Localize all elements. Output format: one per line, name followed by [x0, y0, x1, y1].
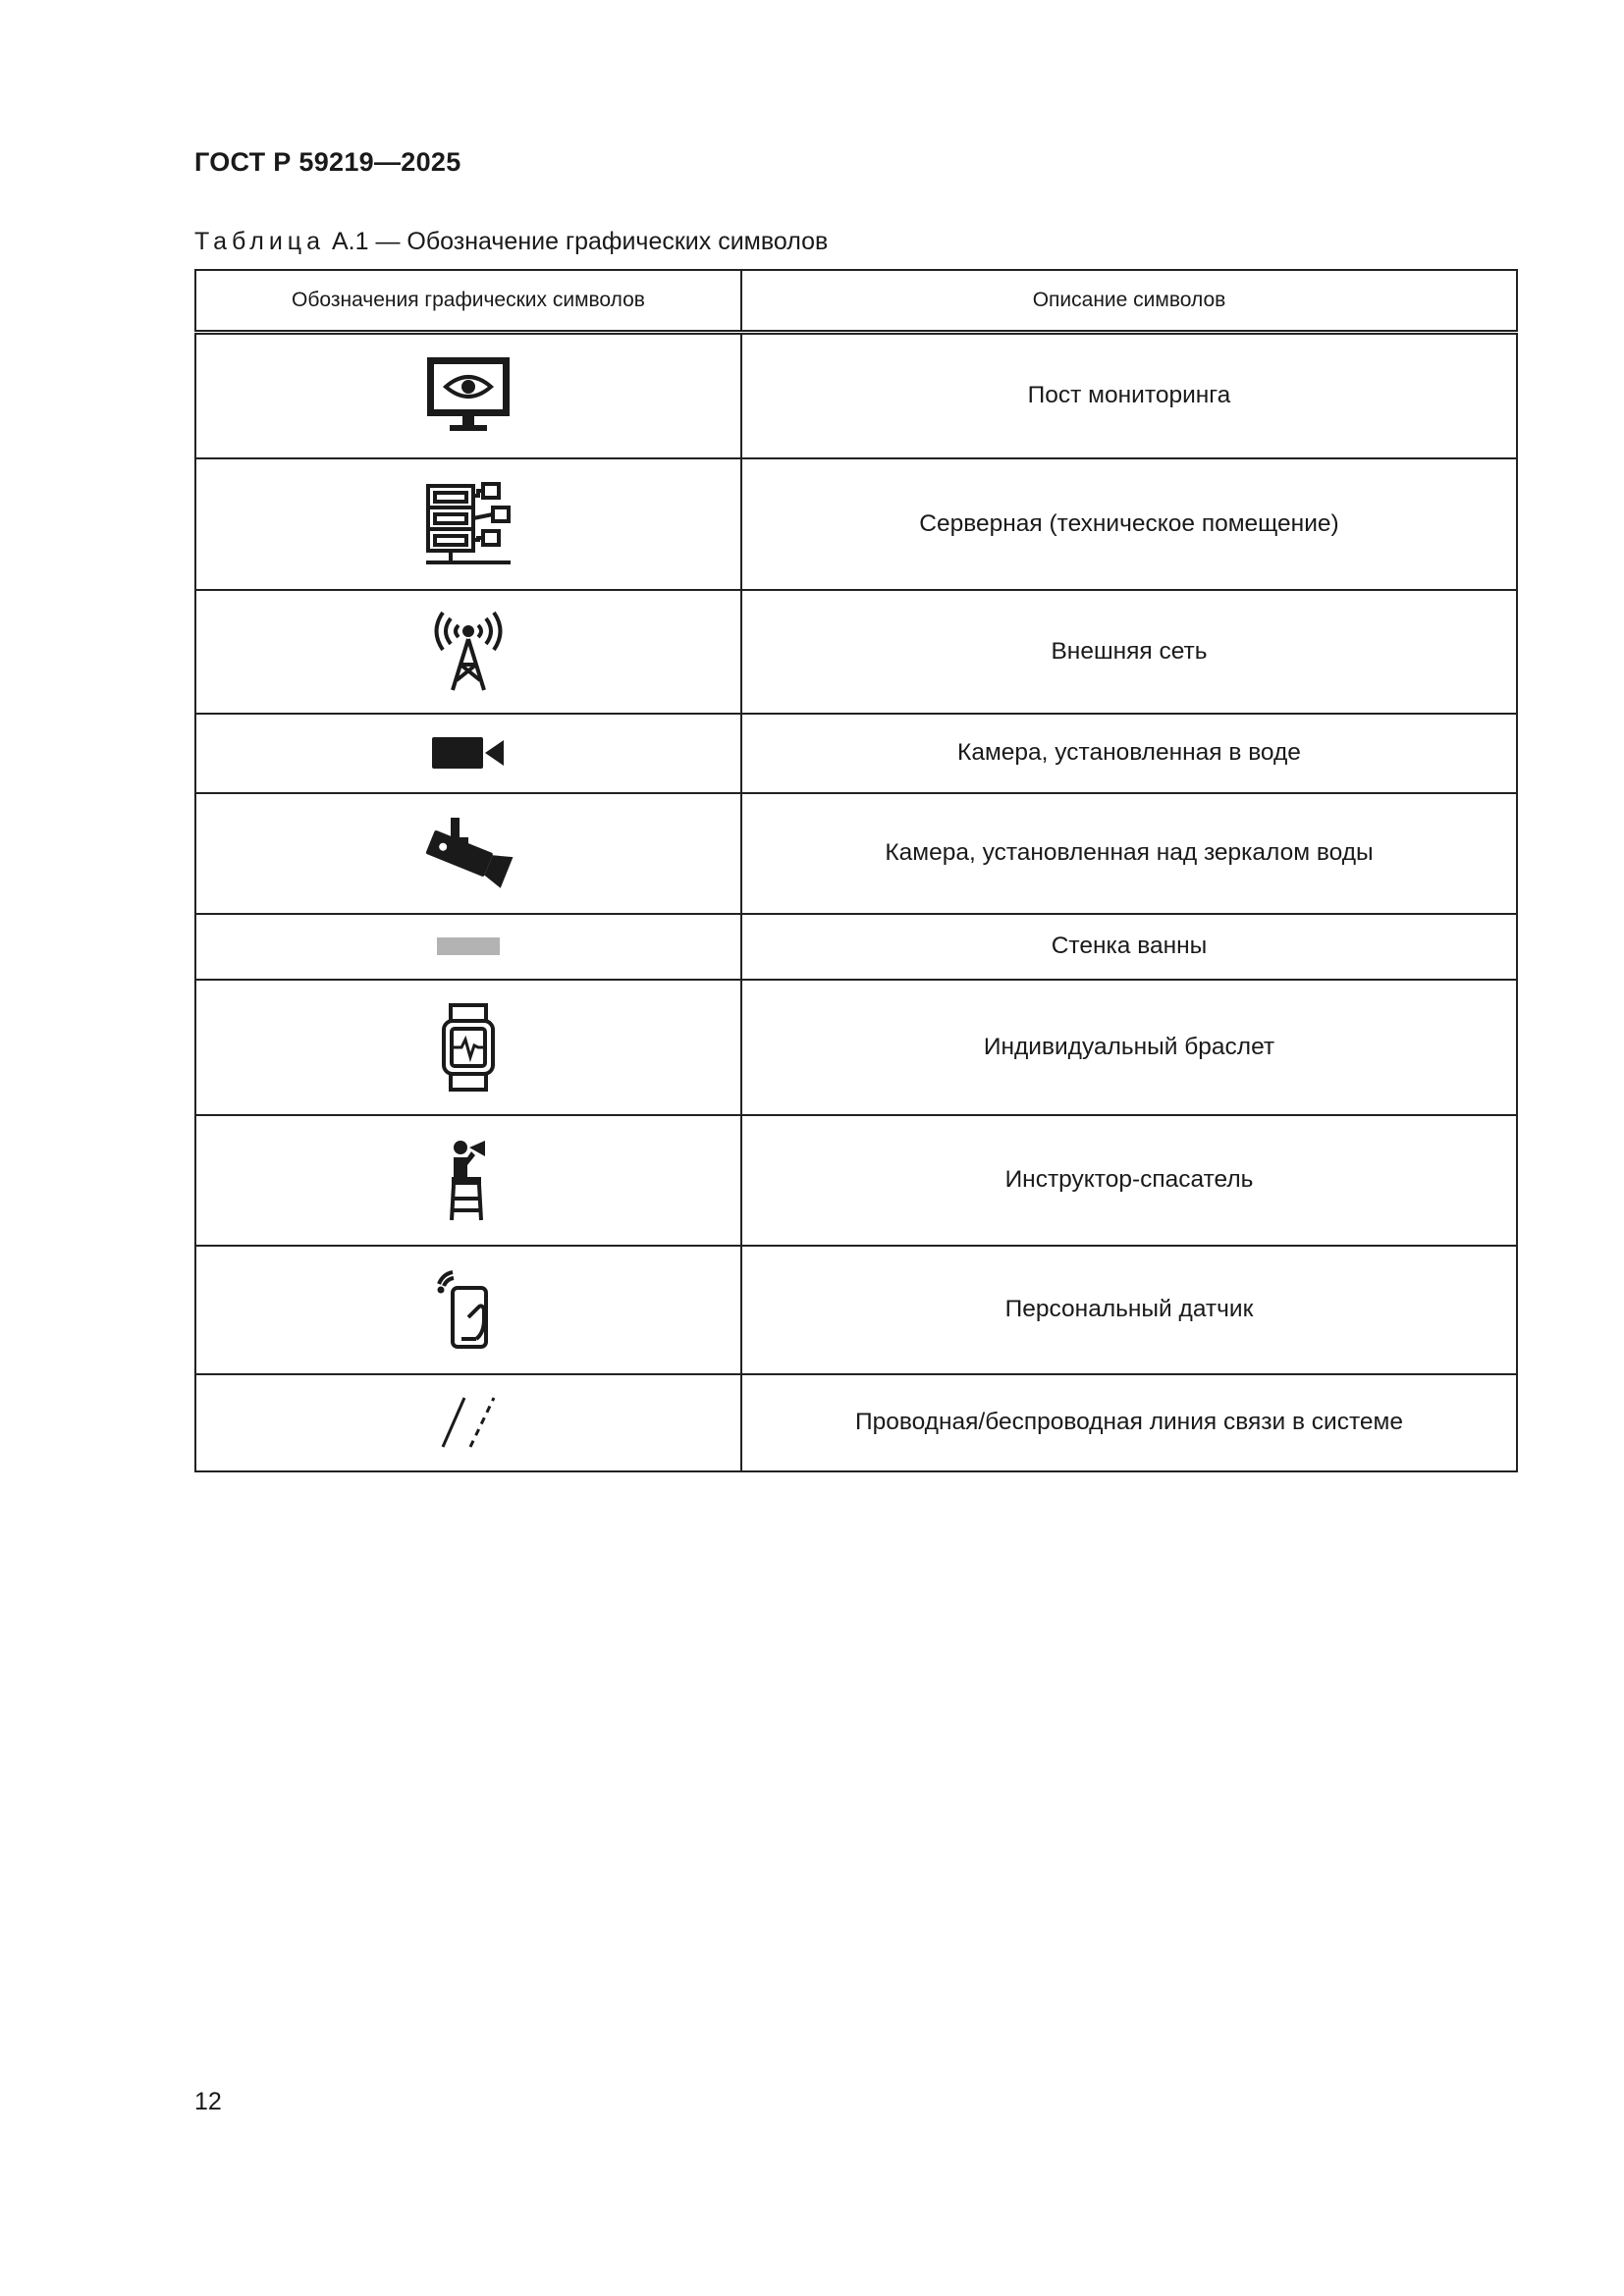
- page-number: 12: [194, 2088, 222, 2115]
- description-cell: Стенка ванны: [741, 914, 1517, 980]
- table-row: [195, 980, 1517, 1115]
- table-row: [195, 793, 1517, 914]
- table-header-row: [195, 270, 1517, 333]
- column-header-symbols: Обозначения графических символов: [195, 270, 741, 333]
- symbol-cell: [195, 1374, 741, 1471]
- connection-lines-icon: [439, 1396, 498, 1449]
- pool-wall-icon: [437, 937, 500, 955]
- symbol-cell: [195, 714, 741, 793]
- antenna-tower-icon: [431, 610, 506, 694]
- table-row: [195, 914, 1517, 980]
- monitor-eye-icon: [424, 354, 513, 437]
- table-caption-text: А.1 — Обозначение графических символов: [331, 228, 829, 255]
- table-caption-prefix: Таблица: [194, 228, 326, 255]
- cctv-camera-icon: [421, 816, 515, 890]
- symbol-cell: [195, 980, 741, 1115]
- lifeguard-icon: [446, 1138, 491, 1222]
- smart-bracelet-icon: [441, 1002, 496, 1093]
- description-cell: Пост мониторинга: [741, 333, 1517, 458]
- symbol-cell: [195, 1246, 741, 1374]
- table-row: [195, 333, 1517, 458]
- description-cell: Серверная (техническое помещение): [741, 458, 1517, 590]
- description-cell: Камера, установленная в воде: [741, 714, 1517, 793]
- table-row: [195, 1374, 1517, 1471]
- symbol-cell: [195, 590, 741, 714]
- personal-sensor-icon: [433, 1268, 504, 1351]
- column-header-description: Описание символов: [741, 270, 1517, 333]
- table-row: [195, 1115, 1517, 1246]
- table-caption: [194, 228, 828, 256]
- description-cell: Персональный датчик: [741, 1246, 1517, 1374]
- symbol-cell: [195, 333, 741, 458]
- table-row: [195, 458, 1517, 590]
- document-code: ГОСТ Р 59219—2025: [194, 147, 461, 177]
- table-row: [195, 1246, 1517, 1374]
- table-row: [195, 714, 1517, 793]
- symbol-cell: [195, 914, 741, 980]
- symbol-cell: [195, 1115, 741, 1246]
- table-row: [195, 590, 1517, 714]
- description-cell: Инструктор-спасатель: [741, 1115, 1517, 1246]
- description-cell: Индивидуальный браслет: [741, 980, 1517, 1115]
- description-cell: Внешняя сеть: [741, 590, 1517, 714]
- symbol-cell: [195, 458, 741, 590]
- description-cell: Проводная/беспроводная линия связи в системе: [741, 1374, 1517, 1471]
- server-room-icon: [424, 480, 513, 568]
- video-camera-icon: [431, 736, 506, 770]
- symbol-cell: [195, 793, 741, 914]
- symbols-table: [194, 269, 1518, 1472]
- description-cell: Камера, установленная над зеркалом воды: [741, 793, 1517, 914]
